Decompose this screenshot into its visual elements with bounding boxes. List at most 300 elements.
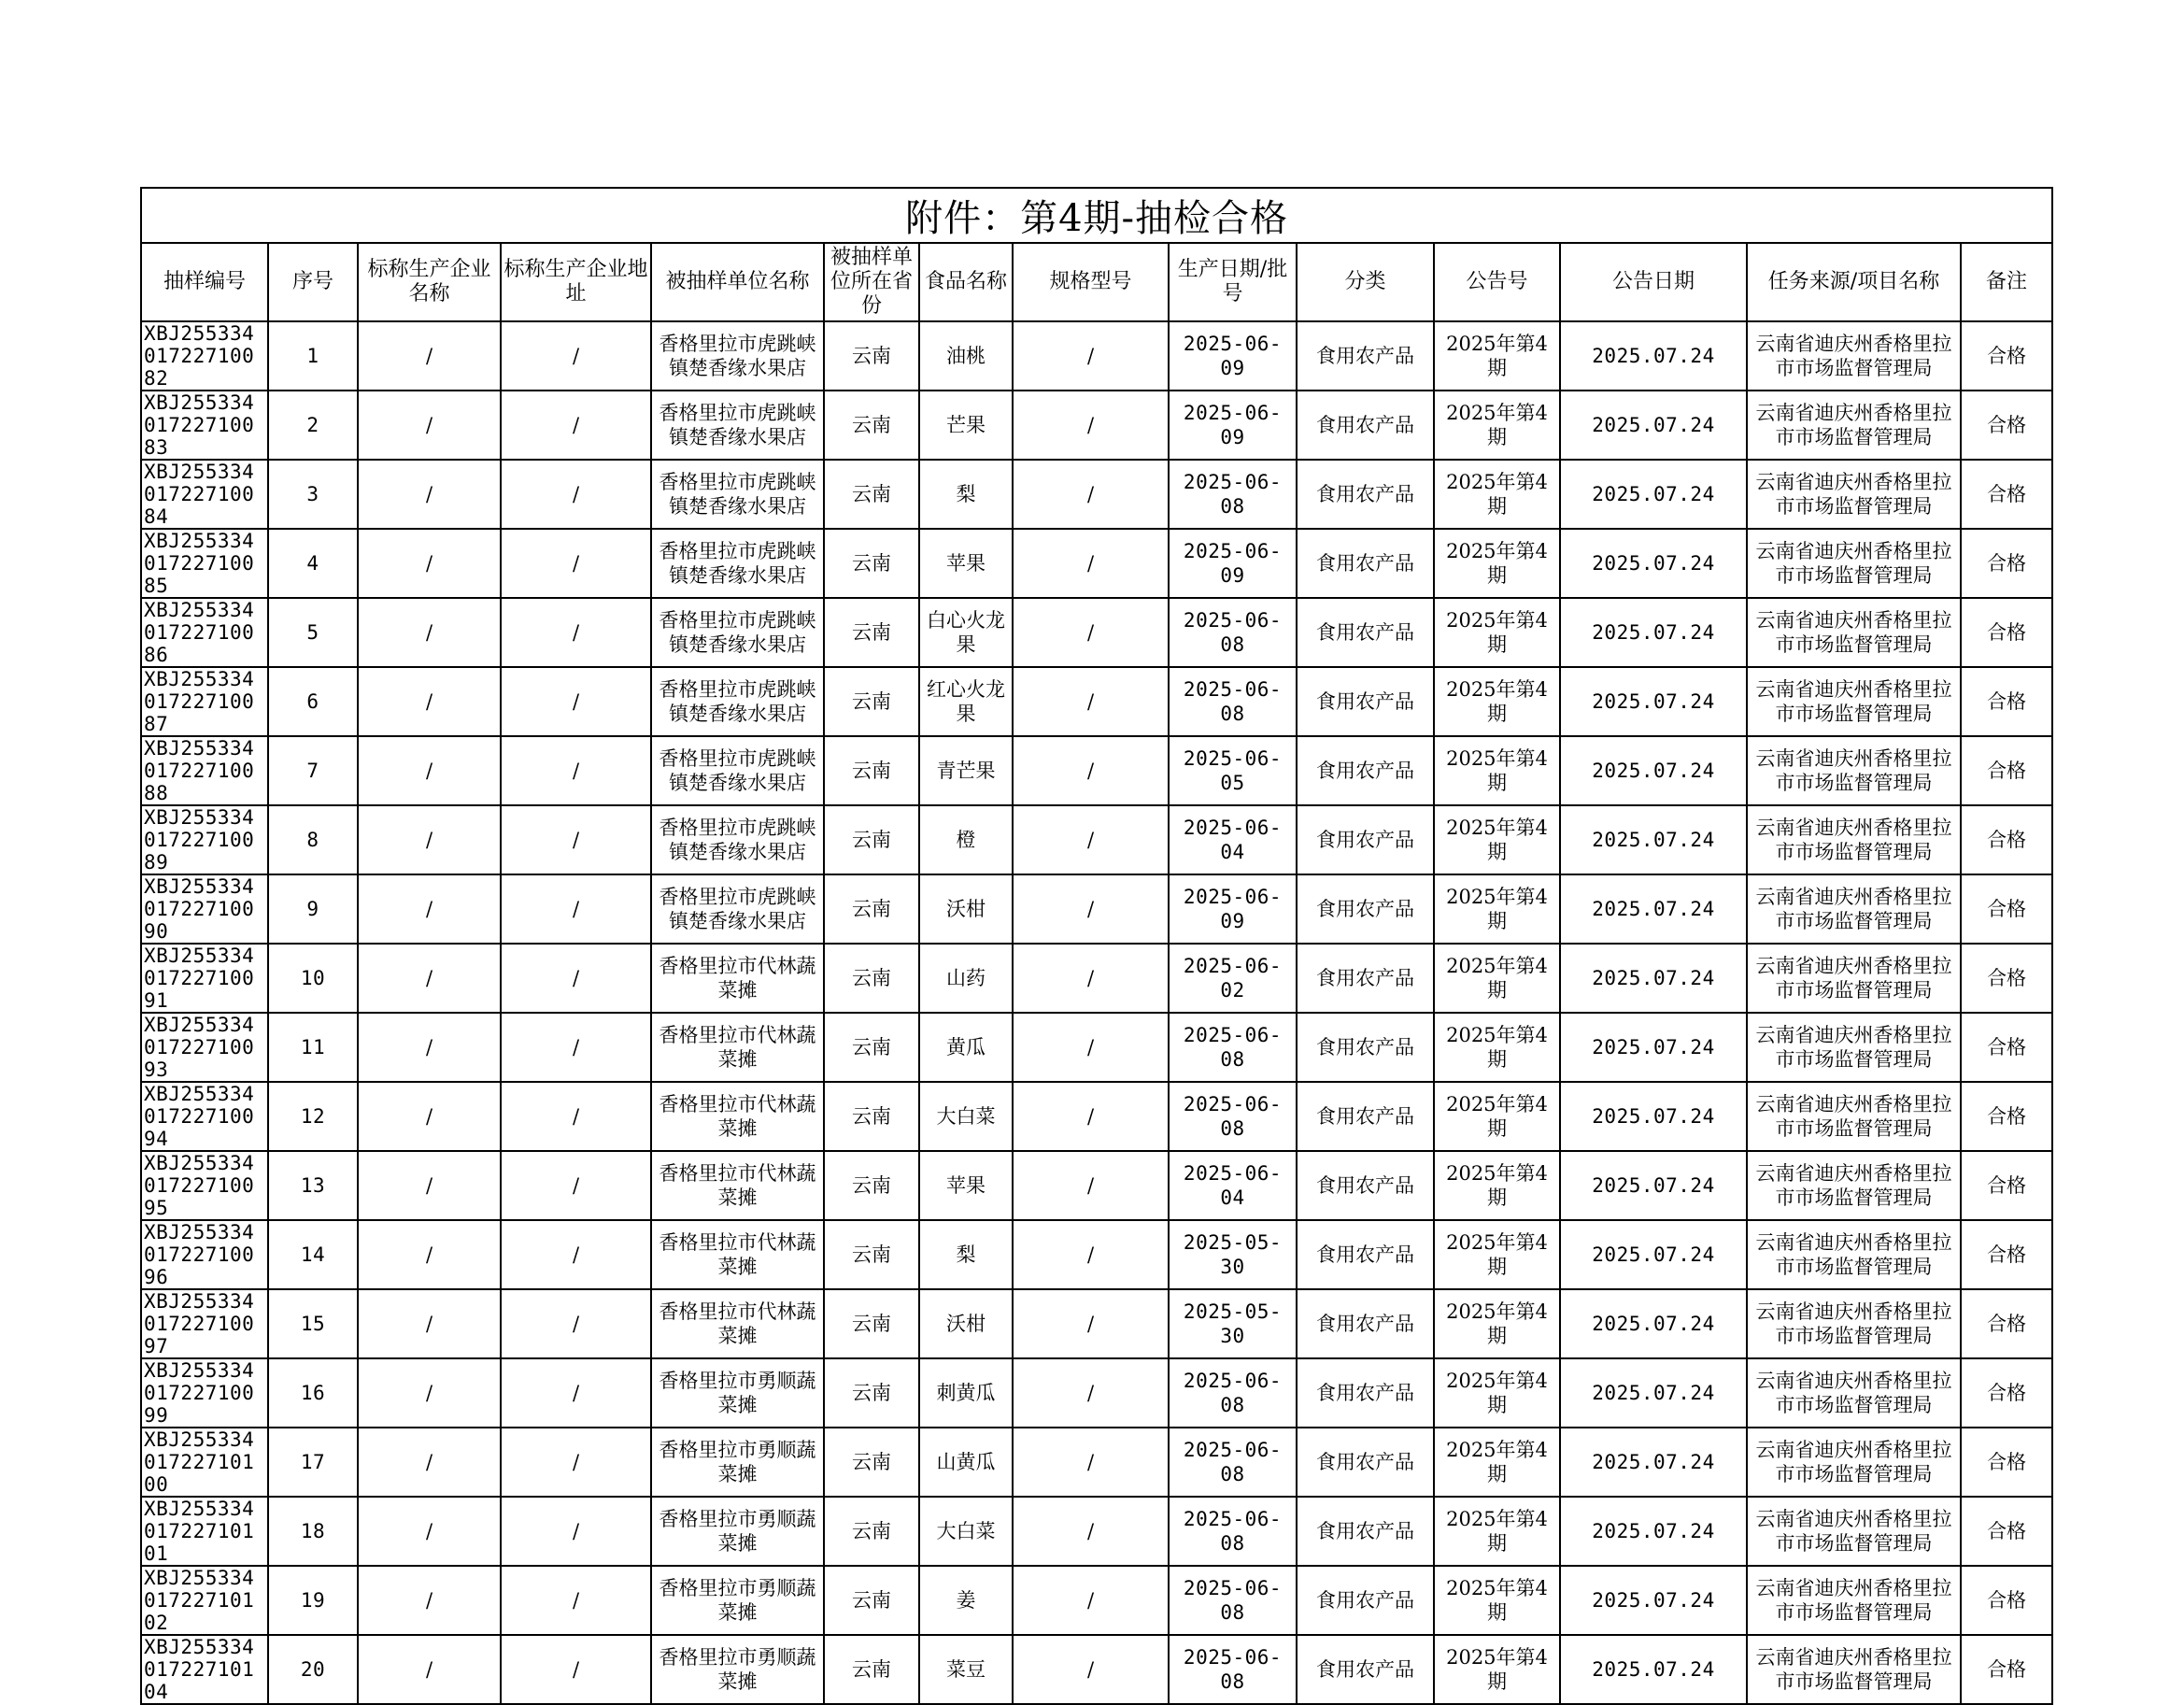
- notice-number-cell: 2025年第4期: [1434, 944, 1560, 1013]
- food-name-cell: 黄瓜: [919, 1013, 1013, 1082]
- province-cell: 云南: [824, 1635, 919, 1704]
- table-row: [141, 874, 2052, 944]
- category-cell: 食用农产品: [1297, 321, 1434, 391]
- production-date-cell: 2025-05-30: [1169, 1220, 1297, 1289]
- spec-cell: /: [1013, 391, 1169, 460]
- province-cell: 云南: [824, 1013, 919, 1082]
- sampled-unit-cell: 香格里拉市勇顺蔬菜摊: [651, 1566, 824, 1635]
- spec-cell: /: [1013, 874, 1169, 944]
- producer-cell: /: [358, 321, 501, 391]
- food-name-cell: 刺黄瓜: [919, 1358, 1013, 1428]
- sampled-unit-cell: 香格里拉市代林蔬菜摊: [651, 1220, 824, 1289]
- remark-cell: 合格: [1961, 944, 2052, 1013]
- producer-address-cell: /: [501, 736, 651, 805]
- table-row: [141, 1220, 2052, 1289]
- food-name-cell: 苹果: [919, 1151, 1013, 1220]
- sample-code-cell: XBJ25533401722710082: [141, 321, 268, 391]
- inspection-table: [140, 187, 2053, 1705]
- task-source-cell: 云南省迪庆州香格里拉市市场监督管理局: [1747, 736, 1961, 805]
- spec-cell: /: [1013, 944, 1169, 1013]
- province-cell: 云南: [824, 598, 919, 667]
- seq-cell: 11: [268, 1013, 358, 1082]
- producer-address-cell: /: [501, 944, 651, 1013]
- sampled-unit-cell: 香格里拉市勇顺蔬菜摊: [651, 1358, 824, 1428]
- province-cell: 云南: [824, 944, 919, 1013]
- remark-cell: 合格: [1961, 1635, 2052, 1704]
- province-cell: 云南: [824, 1289, 919, 1358]
- notice-date-cell: 2025.07.24: [1560, 1151, 1747, 1220]
- notice-date-cell: 2025.07.24: [1560, 667, 1747, 736]
- notice-date-cell: 2025.07.24: [1560, 805, 1747, 874]
- seq-cell: 6: [268, 667, 358, 736]
- table-row: [141, 391, 2052, 460]
- notice-number-cell: 2025年第4期: [1434, 1289, 1560, 1358]
- category-cell: 食用农产品: [1297, 1358, 1434, 1428]
- producer-address-cell: /: [501, 460, 651, 529]
- notice-date-cell: 2025.07.24: [1560, 1289, 1747, 1358]
- sampled-unit-cell: 香格里拉市勇顺蔬菜摊: [651, 1497, 824, 1566]
- producer-cell: /: [358, 1013, 501, 1082]
- sample-code-cell: XBJ25533401722710086: [141, 598, 268, 667]
- production-date-cell: 2025-06-08: [1169, 1566, 1297, 1635]
- spec-cell: /: [1013, 1151, 1169, 1220]
- producer-cell: /: [358, 1082, 501, 1151]
- task-source-cell: 云南省迪庆州香格里拉市市场监督管理局: [1747, 321, 1961, 391]
- food-name-cell: 橙: [919, 805, 1013, 874]
- remark-cell: 合格: [1961, 1497, 2052, 1566]
- task-source-cell: 云南省迪庆州香格里拉市市场监督管理局: [1747, 1428, 1961, 1497]
- province-cell: 云南: [824, 736, 919, 805]
- production-date-cell: 2025-06-09: [1169, 874, 1297, 944]
- notice-number-cell: 2025年第4期: [1434, 460, 1560, 529]
- seq-cell: 18: [268, 1497, 358, 1566]
- header-producer: 标称生产企业名称: [358, 243, 501, 321]
- food-name-cell: 大白菜: [919, 1497, 1013, 1566]
- sampled-unit-cell: 香格里拉市虎跳峡镇楚香缘水果店: [651, 874, 824, 944]
- producer-cell: /: [358, 667, 501, 736]
- province-cell: 云南: [824, 1428, 919, 1497]
- table-row: [141, 1013, 2052, 1082]
- table-row: [141, 1566, 2052, 1635]
- province-cell: 云南: [824, 1358, 919, 1428]
- spec-cell: /: [1013, 1566, 1169, 1635]
- notice-number-cell: 2025年第4期: [1434, 598, 1560, 667]
- production-date-cell: 2025-06-08: [1169, 1082, 1297, 1151]
- header-task-source: 任务来源/项目名称: [1747, 243, 1961, 321]
- table-row: [141, 321, 2052, 391]
- province-cell: 云南: [824, 1497, 919, 1566]
- sample-code-cell: XBJ25533401722710085: [141, 529, 268, 598]
- task-source-cell: 云南省迪庆州香格里拉市市场监督管理局: [1747, 391, 1961, 460]
- notice-number-cell: 2025年第4期: [1434, 1082, 1560, 1151]
- header-notice-date: 公告日期: [1560, 243, 1747, 321]
- table-row: [141, 1289, 2052, 1358]
- remark-cell: 合格: [1961, 460, 2052, 529]
- seq-cell: 9: [268, 874, 358, 944]
- seq-cell: 5: [268, 598, 358, 667]
- notice-number-cell: 2025年第4期: [1434, 805, 1560, 874]
- table-row: [141, 1358, 2052, 1428]
- notice-number-cell: 2025年第4期: [1434, 391, 1560, 460]
- seq-cell: 2: [268, 391, 358, 460]
- sample-code-cell: XBJ25533401722710101: [141, 1497, 268, 1566]
- producer-cell: /: [358, 598, 501, 667]
- table-row: [141, 1428, 2052, 1497]
- remark-cell: 合格: [1961, 1082, 2052, 1151]
- sample-code-cell: XBJ25533401722710090: [141, 874, 268, 944]
- sampled-unit-cell: 香格里拉市代林蔬菜摊: [651, 944, 824, 1013]
- header-production-date: 生产日期/批号: [1169, 243, 1297, 321]
- remark-cell: 合格: [1961, 598, 2052, 667]
- table-row: [141, 529, 2052, 598]
- food-name-cell: 大白菜: [919, 1082, 1013, 1151]
- sample-code-cell: XBJ25533401722710088: [141, 736, 268, 805]
- category-cell: 食用农产品: [1297, 529, 1434, 598]
- category-cell: 食用农产品: [1297, 598, 1434, 667]
- producer-cell: /: [358, 944, 501, 1013]
- province-cell: 云南: [824, 1082, 919, 1151]
- category-cell: 食用农产品: [1297, 1289, 1434, 1358]
- producer-address-cell: /: [501, 321, 651, 391]
- header-notice-number: 公告号: [1434, 243, 1560, 321]
- producer-address-cell: /: [501, 667, 651, 736]
- remark-cell: 合格: [1961, 1289, 2052, 1358]
- seq-cell: 1: [268, 321, 358, 391]
- notice-number-cell: 2025年第4期: [1434, 1358, 1560, 1428]
- remark-cell: 合格: [1961, 874, 2052, 944]
- notice-date-cell: 2025.07.24: [1560, 1082, 1747, 1151]
- sampled-unit-cell: 香格里拉市虎跳峡镇楚香缘水果店: [651, 460, 824, 529]
- notice-date-cell: 2025.07.24: [1560, 944, 1747, 1013]
- producer-address-cell: /: [501, 1497, 651, 1566]
- food-name-cell: 山黄瓜: [919, 1428, 1013, 1497]
- task-source-cell: 云南省迪庆州香格里拉市市场监督管理局: [1747, 805, 1961, 874]
- task-source-cell: 云南省迪庆州香格里拉市市场监督管理局: [1747, 1082, 1961, 1151]
- task-source-cell: 云南省迪庆州香格里拉市市场监督管理局: [1747, 944, 1961, 1013]
- remark-cell: 合格: [1961, 529, 2052, 598]
- sample-code-cell: XBJ25533401722710100: [141, 1428, 268, 1497]
- food-name-cell: 山药: [919, 944, 1013, 1013]
- category-cell: 食用农产品: [1297, 460, 1434, 529]
- sampled-unit-cell: 香格里拉市代林蔬菜摊: [651, 1082, 824, 1151]
- sampled-unit-cell: 香格里拉市虎跳峡镇楚香缘水果店: [651, 321, 824, 391]
- producer-address-cell: /: [501, 874, 651, 944]
- spec-cell: /: [1013, 529, 1169, 598]
- remark-cell: 合格: [1961, 736, 2052, 805]
- production-date-cell: 2025-06-04: [1169, 1151, 1297, 1220]
- task-source-cell: 云南省迪庆州香格里拉市市场监督管理局: [1747, 1358, 1961, 1428]
- spec-cell: /: [1013, 805, 1169, 874]
- spec-cell: /: [1013, 1497, 1169, 1566]
- seq-cell: 12: [268, 1082, 358, 1151]
- production-date-cell: 2025-06-05: [1169, 736, 1297, 805]
- producer-address-cell: /: [501, 1566, 651, 1635]
- notice-date-cell: 2025.07.24: [1560, 1220, 1747, 1289]
- sampled-unit-cell: 香格里拉市代林蔬菜摊: [651, 1289, 824, 1358]
- sampled-unit-cell: 香格里拉市勇顺蔬菜摊: [651, 1635, 824, 1704]
- task-source-cell: 云南省迪庆州香格里拉市市场监督管理局: [1747, 874, 1961, 944]
- seq-cell: 15: [268, 1289, 358, 1358]
- sampled-unit-cell: 香格里拉市虎跳峡镇楚香缘水果店: [651, 598, 824, 667]
- sampled-unit-cell: 香格里拉市虎跳峡镇楚香缘水果店: [651, 529, 824, 598]
- sample-code-cell: XBJ25533401722710102: [141, 1566, 268, 1635]
- producer-address-cell: /: [501, 1635, 651, 1704]
- spec-cell: /: [1013, 598, 1169, 667]
- sample-code-cell: XBJ25533401722710091: [141, 944, 268, 1013]
- producer-cell: /: [358, 805, 501, 874]
- notice-date-cell: 2025.07.24: [1560, 598, 1747, 667]
- notice-date-cell: 2025.07.24: [1560, 1566, 1747, 1635]
- category-cell: 食用农产品: [1297, 1635, 1434, 1704]
- province-cell: 云南: [824, 460, 919, 529]
- category-cell: 食用农产品: [1297, 944, 1434, 1013]
- category-cell: 食用农产品: [1297, 1151, 1434, 1220]
- producer-address-cell: /: [501, 805, 651, 874]
- remark-cell: 合格: [1961, 321, 2052, 391]
- food-name-cell: 姜: [919, 1566, 1013, 1635]
- producer-cell: /: [358, 1566, 501, 1635]
- spec-cell: /: [1013, 321, 1169, 391]
- producer-address-cell: /: [501, 1220, 651, 1289]
- task-source-cell: 云南省迪庆州香格里拉市市场监督管理局: [1747, 529, 1961, 598]
- table-row: [141, 598, 2052, 667]
- producer-cell: /: [358, 1428, 501, 1497]
- sample-code-cell: XBJ25533401722710093: [141, 1013, 268, 1082]
- seq-cell: 3: [268, 460, 358, 529]
- food-name-cell: 菜豆: [919, 1635, 1013, 1704]
- food-name-cell: 红心火龙果: [919, 667, 1013, 736]
- task-source-cell: 云南省迪庆州香格里拉市市场监督管理局: [1747, 598, 1961, 667]
- sampled-unit-cell: 香格里拉市代林蔬菜摊: [651, 1013, 824, 1082]
- notice-date-cell: 2025.07.24: [1560, 460, 1747, 529]
- task-source-cell: 云南省迪庆州香格里拉市市场监督管理局: [1747, 1013, 1961, 1082]
- sample-code-cell: XBJ25533401722710096: [141, 1220, 268, 1289]
- notice-number-cell: 2025年第4期: [1434, 529, 1560, 598]
- spec-cell: /: [1013, 667, 1169, 736]
- food-name-cell: 苹果: [919, 529, 1013, 598]
- notice-number-cell: 2025年第4期: [1434, 667, 1560, 736]
- header-row: [141, 243, 2052, 321]
- sampled-unit-cell: 香格里拉市虎跳峡镇楚香缘水果店: [651, 736, 824, 805]
- category-cell: 食用农产品: [1297, 736, 1434, 805]
- category-cell: 食用农产品: [1297, 667, 1434, 736]
- task-source-cell: 云南省迪庆州香格里拉市市场监督管理局: [1747, 1220, 1961, 1289]
- seq-cell: 13: [268, 1151, 358, 1220]
- notice-date-cell: 2025.07.24: [1560, 1013, 1747, 1082]
- remark-cell: 合格: [1961, 1428, 2052, 1497]
- category-cell: 食用农产品: [1297, 1082, 1434, 1151]
- production-date-cell: 2025-06-09: [1169, 529, 1297, 598]
- notice-number-cell: 2025年第4期: [1434, 321, 1560, 391]
- sampled-unit-cell: 香格里拉市代林蔬菜摊: [651, 1151, 824, 1220]
- notice-date-cell: 2025.07.24: [1560, 1428, 1747, 1497]
- seq-cell: 7: [268, 736, 358, 805]
- table-row: [141, 1497, 2052, 1566]
- remark-cell: 合格: [1961, 667, 2052, 736]
- producer-cell: /: [358, 736, 501, 805]
- category-cell: 食用农产品: [1297, 1428, 1434, 1497]
- seq-cell: 4: [268, 529, 358, 598]
- production-date-cell: 2025-06-09: [1169, 321, 1297, 391]
- production-date-cell: 2025-06-08: [1169, 460, 1297, 529]
- table-title: 附件：第4期-抽检合格: [141, 188, 2052, 243]
- province-cell: 云南: [824, 805, 919, 874]
- header-seq: 序号: [268, 243, 358, 321]
- spec-cell: /: [1013, 1289, 1169, 1358]
- remark-cell: 合格: [1961, 1013, 2052, 1082]
- producer-cell: /: [358, 1635, 501, 1704]
- header-sample-code: 抽样编号: [141, 243, 268, 321]
- sample-code-cell: XBJ25533401722710095: [141, 1151, 268, 1220]
- producer-cell: /: [358, 1497, 501, 1566]
- sample-code-cell: XBJ25533401722710084: [141, 460, 268, 529]
- production-date-cell: 2025-06-04: [1169, 805, 1297, 874]
- table-row: [141, 1082, 2052, 1151]
- remark-cell: 合格: [1961, 1151, 2052, 1220]
- notice-date-cell: 2025.07.24: [1560, 736, 1747, 805]
- sample-code-cell: XBJ25533401722710099: [141, 1358, 268, 1428]
- province-cell: 云南: [824, 1151, 919, 1220]
- seq-cell: 10: [268, 944, 358, 1013]
- producer-cell: /: [358, 1151, 501, 1220]
- task-source-cell: 云南省迪庆州香格里拉市市场监督管理局: [1747, 1635, 1961, 1704]
- header-food-name: 食品名称: [919, 243, 1013, 321]
- task-source-cell: 云南省迪庆州香格里拉市市场监督管理局: [1747, 667, 1961, 736]
- food-name-cell: 沃柑: [919, 874, 1013, 944]
- remark-cell: 合格: [1961, 1358, 2052, 1428]
- producer-address-cell: /: [501, 598, 651, 667]
- food-name-cell: 梨: [919, 1220, 1013, 1289]
- production-date-cell: 2025-06-08: [1169, 598, 1297, 667]
- remark-cell: 合格: [1961, 1220, 2052, 1289]
- producer-address-cell: /: [501, 1358, 651, 1428]
- header-remark: 备注: [1961, 243, 2052, 321]
- table-row: [141, 460, 2052, 529]
- seq-cell: 19: [268, 1566, 358, 1635]
- table-row: [141, 736, 2052, 805]
- table-body: [141, 321, 2052, 1704]
- category-cell: 食用农产品: [1297, 391, 1434, 460]
- seq-cell: 20: [268, 1635, 358, 1704]
- table-row: [141, 944, 2052, 1013]
- header-producer-address: 标称生产企业地址: [501, 243, 651, 321]
- sampled-unit-cell: 香格里拉市虎跳峡镇楚香缘水果店: [651, 667, 824, 736]
- producer-cell: /: [358, 391, 501, 460]
- notice-number-cell: 2025年第4期: [1434, 1497, 1560, 1566]
- sampled-unit-cell: 香格里拉市勇顺蔬菜摊: [651, 1428, 824, 1497]
- producer-cell: /: [358, 874, 501, 944]
- table-row: [141, 1635, 2052, 1704]
- task-source-cell: 云南省迪庆州香格里拉市市场监督管理局: [1747, 460, 1961, 529]
- producer-cell: /: [358, 1220, 501, 1289]
- sample-code-cell: XBJ25533401722710087: [141, 667, 268, 736]
- category-cell: 食用农产品: [1297, 805, 1434, 874]
- province-cell: 云南: [824, 321, 919, 391]
- notice-number-cell: 2025年第4期: [1434, 1013, 1560, 1082]
- producer-address-cell: /: [501, 1289, 651, 1358]
- notice-number-cell: 2025年第4期: [1434, 1428, 1560, 1497]
- spec-cell: /: [1013, 1358, 1169, 1428]
- remark-cell: 合格: [1961, 391, 2052, 460]
- province-cell: 云南: [824, 1566, 919, 1635]
- food-name-cell: 沃柑: [919, 1289, 1013, 1358]
- food-name-cell: 梨: [919, 460, 1013, 529]
- seq-cell: 14: [268, 1220, 358, 1289]
- header-sampled-unit: 被抽样单位名称: [651, 243, 824, 321]
- production-date-cell: 2025-05-30: [1169, 1289, 1297, 1358]
- table-row: [141, 667, 2052, 736]
- category-cell: 食用农产品: [1297, 1566, 1434, 1635]
- notice-number-cell: 2025年第4期: [1434, 1151, 1560, 1220]
- category-cell: 食用农产品: [1297, 1220, 1434, 1289]
- producer-address-cell: /: [501, 529, 651, 598]
- sample-code-cell: XBJ25533401722710104: [141, 1635, 268, 1704]
- task-source-cell: 云南省迪庆州香格里拉市市场监督管理局: [1747, 1497, 1961, 1566]
- production-date-cell: 2025-06-08: [1169, 1635, 1297, 1704]
- producer-address-cell: /: [501, 1428, 651, 1497]
- production-date-cell: 2025-06-08: [1169, 1428, 1297, 1497]
- producer-cell: /: [358, 529, 501, 598]
- food-name-cell: 芒果: [919, 391, 1013, 460]
- food-name-cell: 青芒果: [919, 736, 1013, 805]
- production-date-cell: 2025-06-08: [1169, 1497, 1297, 1566]
- remark-cell: 合格: [1961, 1566, 2052, 1635]
- notice-date-cell: 2025.07.24: [1560, 1358, 1747, 1428]
- notice-date-cell: 2025.07.24: [1560, 321, 1747, 391]
- production-date-cell: 2025-06-09: [1169, 391, 1297, 460]
- spec-cell: /: [1013, 460, 1169, 529]
- seq-cell: 8: [268, 805, 358, 874]
- notice-date-cell: 2025.07.24: [1560, 529, 1747, 598]
- producer-address-cell: /: [501, 1082, 651, 1151]
- spec-cell: /: [1013, 1013, 1169, 1082]
- category-cell: 食用农产品: [1297, 1497, 1434, 1566]
- production-date-cell: 2025-06-02: [1169, 944, 1297, 1013]
- production-date-cell: 2025-06-08: [1169, 1358, 1297, 1428]
- header-province: 被抽样单位所在省份: [824, 243, 919, 321]
- task-source-cell: 云南省迪庆州香格里拉市市场监督管理局: [1747, 1151, 1961, 1220]
- sample-code-cell: XBJ25533401722710089: [141, 805, 268, 874]
- seq-cell: 17: [268, 1428, 358, 1497]
- province-cell: 云南: [824, 529, 919, 598]
- province-cell: 云南: [824, 391, 919, 460]
- notice-number-cell: 2025年第4期: [1434, 1566, 1560, 1635]
- production-date-cell: 2025-06-08: [1169, 667, 1297, 736]
- producer-cell: /: [358, 1289, 501, 1358]
- producer-address-cell: /: [501, 1013, 651, 1082]
- notice-number-cell: 2025年第4期: [1434, 1635, 1560, 1704]
- table-row: [141, 805, 2052, 874]
- spec-cell: /: [1013, 1082, 1169, 1151]
- province-cell: 云南: [824, 667, 919, 736]
- header-category: 分类: [1297, 243, 1434, 321]
- food-name-cell: 白心火龙果: [919, 598, 1013, 667]
- producer-cell: /: [358, 460, 501, 529]
- notice-date-cell: 2025.07.24: [1560, 1635, 1747, 1704]
- title-row: [141, 188, 2052, 243]
- table-row: [141, 1151, 2052, 1220]
- notice-date-cell: 2025.07.24: [1560, 391, 1747, 460]
- sampled-unit-cell: 香格里拉市虎跳峡镇楚香缘水果店: [651, 391, 824, 460]
- spec-cell: /: [1013, 736, 1169, 805]
- notice-date-cell: 2025.07.24: [1560, 874, 1747, 944]
- task-source-cell: 云南省迪庆州香格里拉市市场监督管理局: [1747, 1566, 1961, 1635]
- sample-code-cell: XBJ25533401722710083: [141, 391, 268, 460]
- seq-cell: 16: [268, 1358, 358, 1428]
- producer-address-cell: /: [501, 391, 651, 460]
- category-cell: 食用农产品: [1297, 1013, 1434, 1082]
- notice-date-cell: 2025.07.24: [1560, 1497, 1747, 1566]
